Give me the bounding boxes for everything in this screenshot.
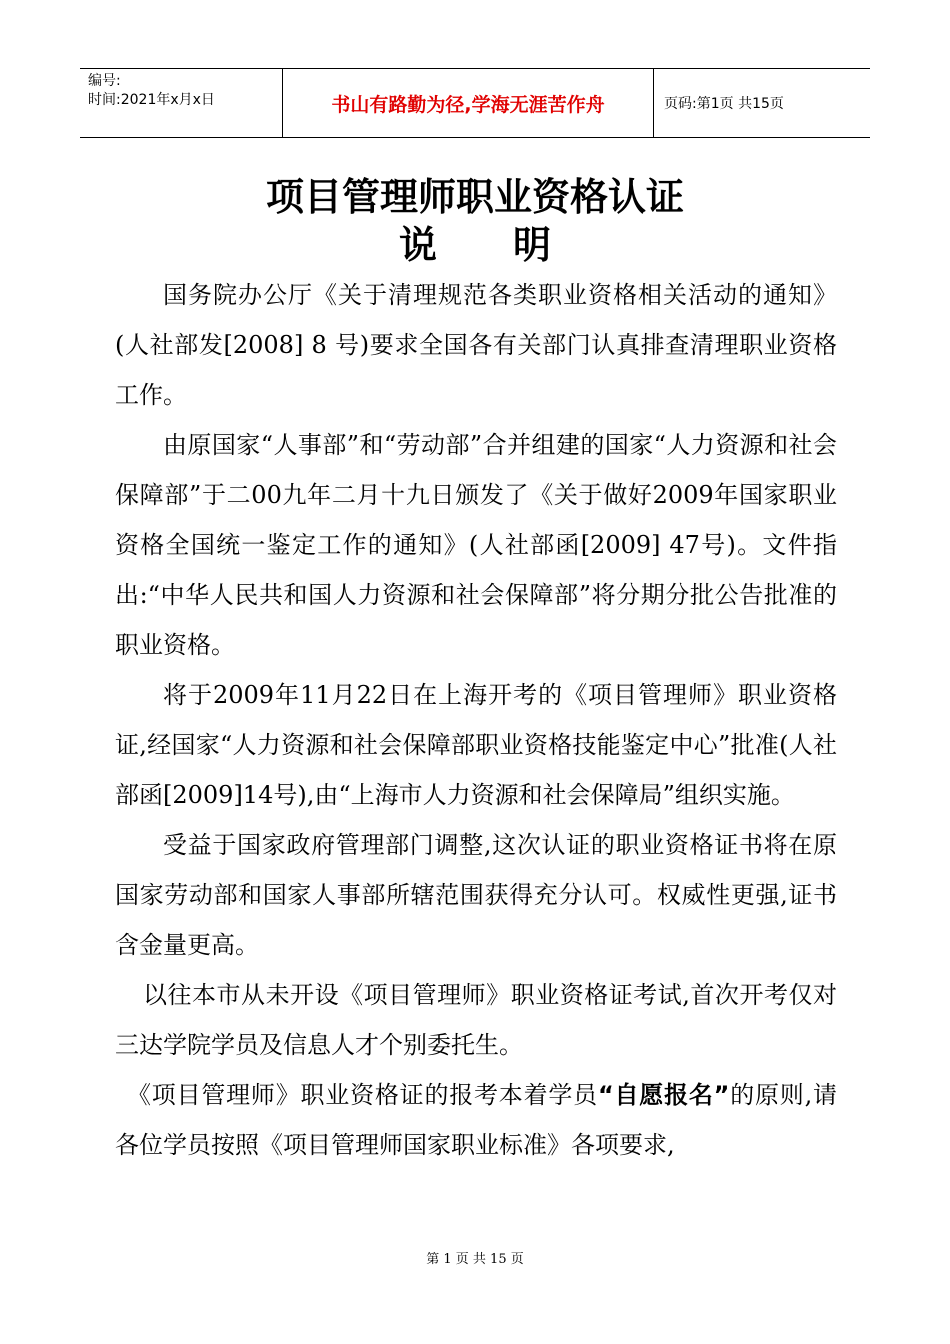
document-title: 项目管理师职业资格认证 — [265, 175, 684, 219]
header-meta-cell — [80, 69, 282, 137]
paragraph: 将于2009年11月22日在上海开考的《项目管理师》职业资格证,经国家“人力资源和社会保障部职业资格技能鉴定中心”批准(人社部函[2009]14号),由“上海市人力资源和社会保障局”组织实施。 — [115, 681, 837, 809]
header-motto-cell — [282, 69, 654, 137]
time-label: 时间:2021年x月x日 — [88, 92, 215, 108]
page-info: 页码:第1页 共15页 — [664, 96, 784, 112]
paragraph: 国务院办公厅《关于清理规范各类职业资格相关活动的通知》(人社部发[2008] 8 号)要求全国各有关部门认真排查清理职业资格工作。 — [115, 281, 837, 409]
paragraph: 由原国家“人事部”和“劳动部”合并组建的国家“人力资源和社会保障部”于二00九年二月十九日颁发了《关于做好2009年国家职业资格全国统一鉴定工作的通知》(人社部函[2009] 47号)。文件指出:“中华人民共和国人力资源和社会保障部”将分期分批公告批准的职业资格。 — [115, 431, 837, 659]
paragraph-text: 的原则,请各位学员按照《项目管理师国家职业标准》各项要求, — [115, 1081, 837, 1159]
page-footer: 第 1 页 共 15 页 — [426, 1252, 524, 1267]
document-body — [115, 270, 837, 1170]
paragraph-registration — [115, 1070, 837, 1170]
header-page-cell — [654, 69, 870, 137]
paragraph: 受益于国家政府管理部门调整,这次认证的职业资格证书将在原国家劳动部和国家人事部所辖范围获得充分认可。权威性更强,证书含金量更高。 — [115, 831, 837, 959]
document-subtitle: 说 明 — [398, 223, 551, 267]
number-label: 编号: — [88, 73, 121, 89]
header-table — [80, 68, 870, 138]
paragraph: 以往本市从未开设《项目管理师》职业资格证考试,首次开考仅对三达学院学员及信息人才个别委托生。 — [115, 981, 837, 1059]
paragraph-text: 《项目管理师》职业资格证的报考本着学员 — [127, 1081, 598, 1109]
motto-text: 书山有路勤为径,学海无涯苦作舟 — [331, 93, 605, 116]
emphasis-text: “自愿报名” — [597, 1081, 730, 1109]
